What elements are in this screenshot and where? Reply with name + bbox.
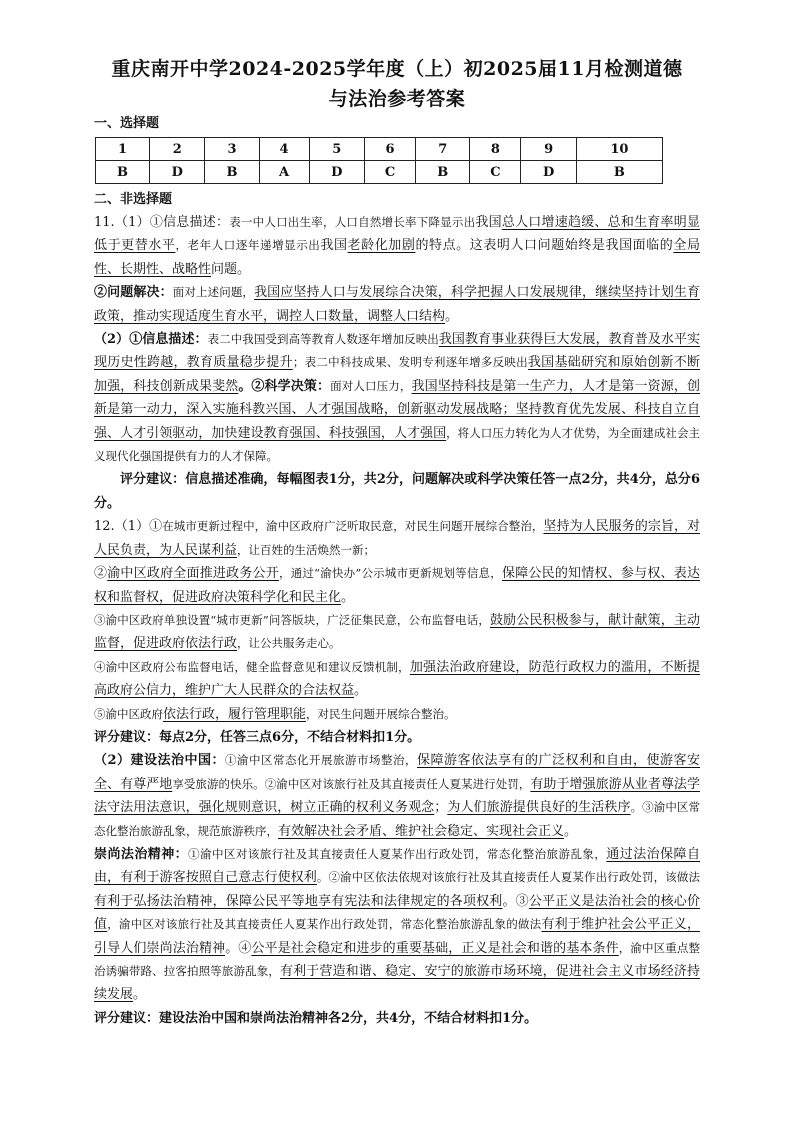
underlined-answer: 坚持为人民服务的宗旨，对人民负责，为人民谋利益 (94, 519, 700, 558)
answer-number-cell: 7 (416, 138, 470, 161)
text-segment: 。 (445, 308, 459, 324)
text-segment: ，将人口压力转化为人才优势，为全面建成社会主义现代化强国提供有力的人才保障。 (94, 425, 700, 464)
q11-part1-description (94, 211, 700, 281)
answer-number-row (96, 138, 663, 161)
text-segment: ③渝中区政府单独设置“城市更新”问答版块，广泛征集民意，公布监督电话， (94, 612, 490, 627)
answer-letter-cell: B (205, 161, 259, 184)
underlined-answer: 总人口增速趋缓、总和生育率明显低于更替水平 (94, 215, 700, 254)
q12-part2-rule-of-law (94, 749, 700, 843)
text-segment: 享受旅游的快乐。②渝中区对该旅行社及其直接责任人夏某进行处罚， (172, 776, 531, 791)
answer-number-cell: 1 (96, 138, 150, 161)
q12-scoring-advice-2: 评分建议：建设法治中国和崇尚法治精神各2分，共4分，不结合材料扣1分。 (94, 1010, 538, 1026)
answer-number-cell: 10 (576, 138, 662, 161)
text-segment: ，渝中区重点整治诱骗带路、拉客拍照等旅游乱象， (94, 940, 700, 978)
answer-letter-cell: D (521, 161, 576, 184)
q12-part2-spirit (94, 843, 700, 1007)
answer-number-cell: 8 (470, 138, 521, 161)
text-segment: 在城市更新过程中，渝中区政府广泛听取民意，对民生问题开展综合整治， (162, 519, 544, 534)
subheading: （2）①信息描述： (94, 332, 208, 348)
underlined-answer: 我国基础研究和原始创新不断加强，科技创新成果斐然 (94, 355, 700, 394)
answer-letter-cell: A (259, 161, 309, 184)
underlined-answer: 加强法治政府建设，防范行政权力的滥用，不断提高政府公信力，维护广大人民群众的合法权益 (94, 659, 700, 699)
answer-number-cell: 5 (309, 138, 364, 161)
text-segment: ，对民生问题开展综合整治。 (306, 706, 456, 721)
text-segment: ④渝中区政府公布监督电话，健全监督意见和建议反馈机制， (94, 659, 410, 674)
underlined-answer: 有效解决社会矛盾、维护社会稳定、实现社会正义 (278, 823, 565, 839)
subheading: ②问题解决： (94, 285, 173, 301)
underlined-answer: 有助于增强旅游从业者尊法学法守法用法意识，强化规则意识，树立正确的权利义务观念 (94, 776, 700, 816)
q12-point5 (94, 703, 700, 726)
text-segment: 表二中我国受到高等教育人数逐年增加反映出 (207, 332, 439, 347)
text-segment: ，让公共服务走心。 (237, 636, 341, 651)
q11-label: 11.（1）①信息描述： (94, 215, 230, 230)
section-heading-choice: 一、选择题 (94, 116, 160, 131)
text-segment: ② (94, 566, 108, 582)
q12-point2 (94, 562, 700, 609)
q12-point1 (94, 515, 700, 562)
text-segment: 。 (564, 823, 578, 839)
q12-point3 (94, 609, 700, 656)
underlined-answer: 保障游客依法享有的广泛权利和自由，使游客安全、有尊严地 (94, 753, 701, 792)
answer-number-cell: 9 (521, 138, 576, 161)
answer-letter-cell: D (309, 161, 364, 184)
text-segment: 。 (354, 683, 368, 699)
underlined-answer: 鼓励公民积极参与，献计献策，主动监督，促进政府依法行政 (94, 612, 700, 652)
underlined-answer: 我国坚持科技是第一生产力，人才是第一资源，创新是第一动力，深入实施科教兴国、人才强国战略，创新驱动发展战略；坚持教育优先发展、科技自立自强、人才引领驱动，加快建设教育强国、科技强国，人才强国 (94, 378, 700, 441)
underlined-answer: 我国应坚持人口与发展综合决策，科学把握人口发展规律，继续坚持计划生育政策，推动实现适度生育水平，调控人口数量，调整人口结构 (94, 285, 700, 324)
answer-number-cell: 2 (150, 138, 205, 161)
text-segment: ，老年人口逐年递增显示出 (175, 238, 321, 253)
text-segment: ⑤渝中区政府 (94, 706, 163, 721)
text-segment: ，通过“渝快办”公示城市更新规划等信息， (278, 566, 502, 581)
text-segment: ；表二中科技成果、发明专利逐年增多反映出 (292, 355, 528, 370)
answer-number-cell: 3 (205, 138, 259, 161)
answer-table (95, 137, 663, 184)
text-segment: ，让百姓的生活焕然一新； (237, 542, 376, 557)
answer-number-cell: 6 (364, 138, 415, 161)
text-segment: 面对人口压力， (330, 378, 412, 393)
answer-number-cell: 4 (259, 138, 309, 161)
text-segment: ①渝中区常态化开展旅游市场整治， (225, 753, 418, 768)
answer-letter-cell: B (576, 161, 662, 184)
page-title-line2: 与法治参考答案 (328, 88, 466, 110)
q11-scoring-advice: 评分建议：信息描述准确，每幅图表1分，共2分，问题解决或科学决策任答一点2分，共4分，总分6分。 (94, 472, 700, 511)
text-segment: 。③渝中区常态化整治旅游乱象，规范旅游秩序， (94, 800, 700, 838)
section-heading-nonchoice: 二、非选择题 (94, 192, 173, 207)
underlined-answer: 有利于营造和谐、稳定、安宁的旅游市场环境，促进社会主义市场经济持续发展 (94, 964, 700, 1003)
q12-scoring-advice-1: 评分建议：每点2分，任答三点6分，不结合材料扣1分。 (94, 729, 421, 745)
underlined-answer: 我国教育事业获得巨大发展，教育普及水平实现历史性跨越，教育质量稳步提升 (94, 332, 701, 371)
answer-letter-cell: C (364, 161, 415, 184)
text-segment: 面对上述问题， (172, 285, 255, 300)
text-segment: 。 (133, 987, 147, 1003)
q12-label: 12.（1）① (94, 519, 163, 535)
text-segment: 。④ (225, 940, 252, 956)
underlined-answer: 公平是社会稳定和进步的重要基础，正义是社会和谐的基本条件 (251, 940, 619, 956)
subheading: （2）建设法治中国： (94, 753, 226, 769)
underlined-answer: 为人们旅游提供良好的生活秩序 (447, 800, 631, 816)
text-segment: 的特点。这表明人口问题始终是我国面临的 (415, 238, 674, 254)
answer-letter-cell: B (96, 161, 150, 184)
text-segment: 问题。 (211, 261, 251, 277)
underlined-answer: 保障公民的知情权、参与权、表达权和监督权，促进政府决策科学化和民主化 (94, 566, 700, 605)
text-segment: 。③ (502, 893, 529, 909)
underlined-answer: 依法行政，履行管理职能 (163, 706, 307, 722)
underlined-answer: 老龄化加剧 (347, 238, 416, 254)
text-segment: 我国 (320, 238, 348, 254)
underlined-answer: 有利于维护社会公平正义，引导人们崇尚法治精神 (94, 917, 700, 956)
q11-part2 (94, 328, 700, 468)
text-segment: ，渝中区对该旅行社及其直接责任人夏某作出行政处罚，常态化整治旅游乱象的做法 (107, 917, 542, 932)
underlined-answer: 全局性、长期性、战略性 (94, 238, 700, 277)
q12-point4 (94, 656, 700, 703)
answer-letter-cell: D (150, 161, 205, 184)
page-title-line1: 重庆南开中学2024-2025学年度（上）初2025届11月检测道德 (111, 58, 683, 80)
answer-letter-row (96, 161, 663, 184)
subheading: 。②科学决策： (238, 378, 331, 394)
underlined-answer: 公平正义是法治社会的核心价值 (94, 893, 700, 933)
text-segment: 我国 (475, 215, 502, 230)
text-segment: 。 (341, 589, 355, 605)
underlined-answer: 有利于弘扬法治精神，保障公民平等地享有宪法和法律规定的各项权利 (94, 893, 503, 909)
answer-letter-cell: C (470, 161, 521, 184)
text-segment: ； (434, 800, 448, 816)
text-segment: ①渝中区对该旅行社及其直接责任人夏某作出行政处罚，常态化整治旅游乱象， (188, 846, 607, 861)
text-segment: 表一中人口出生率，人口自然增长率下降显示出 (229, 215, 476, 229)
answer-letter-cell: B (416, 161, 470, 184)
answer-body (94, 211, 700, 1030)
text-segment: 。②渝中区依法依规对该旅行社及其直接责任人夏某作出行政处罚，该做法 (316, 870, 700, 885)
underlined-answer: 渝中区政府全面推进政务公开 (107, 566, 279, 582)
subheading: 崇尚法治精神： (94, 846, 189, 862)
q11-part1-solution (94, 281, 700, 328)
underlined-answer: 通过法治保障自由，有利于游客按照自己意志行使权利 (94, 846, 700, 886)
